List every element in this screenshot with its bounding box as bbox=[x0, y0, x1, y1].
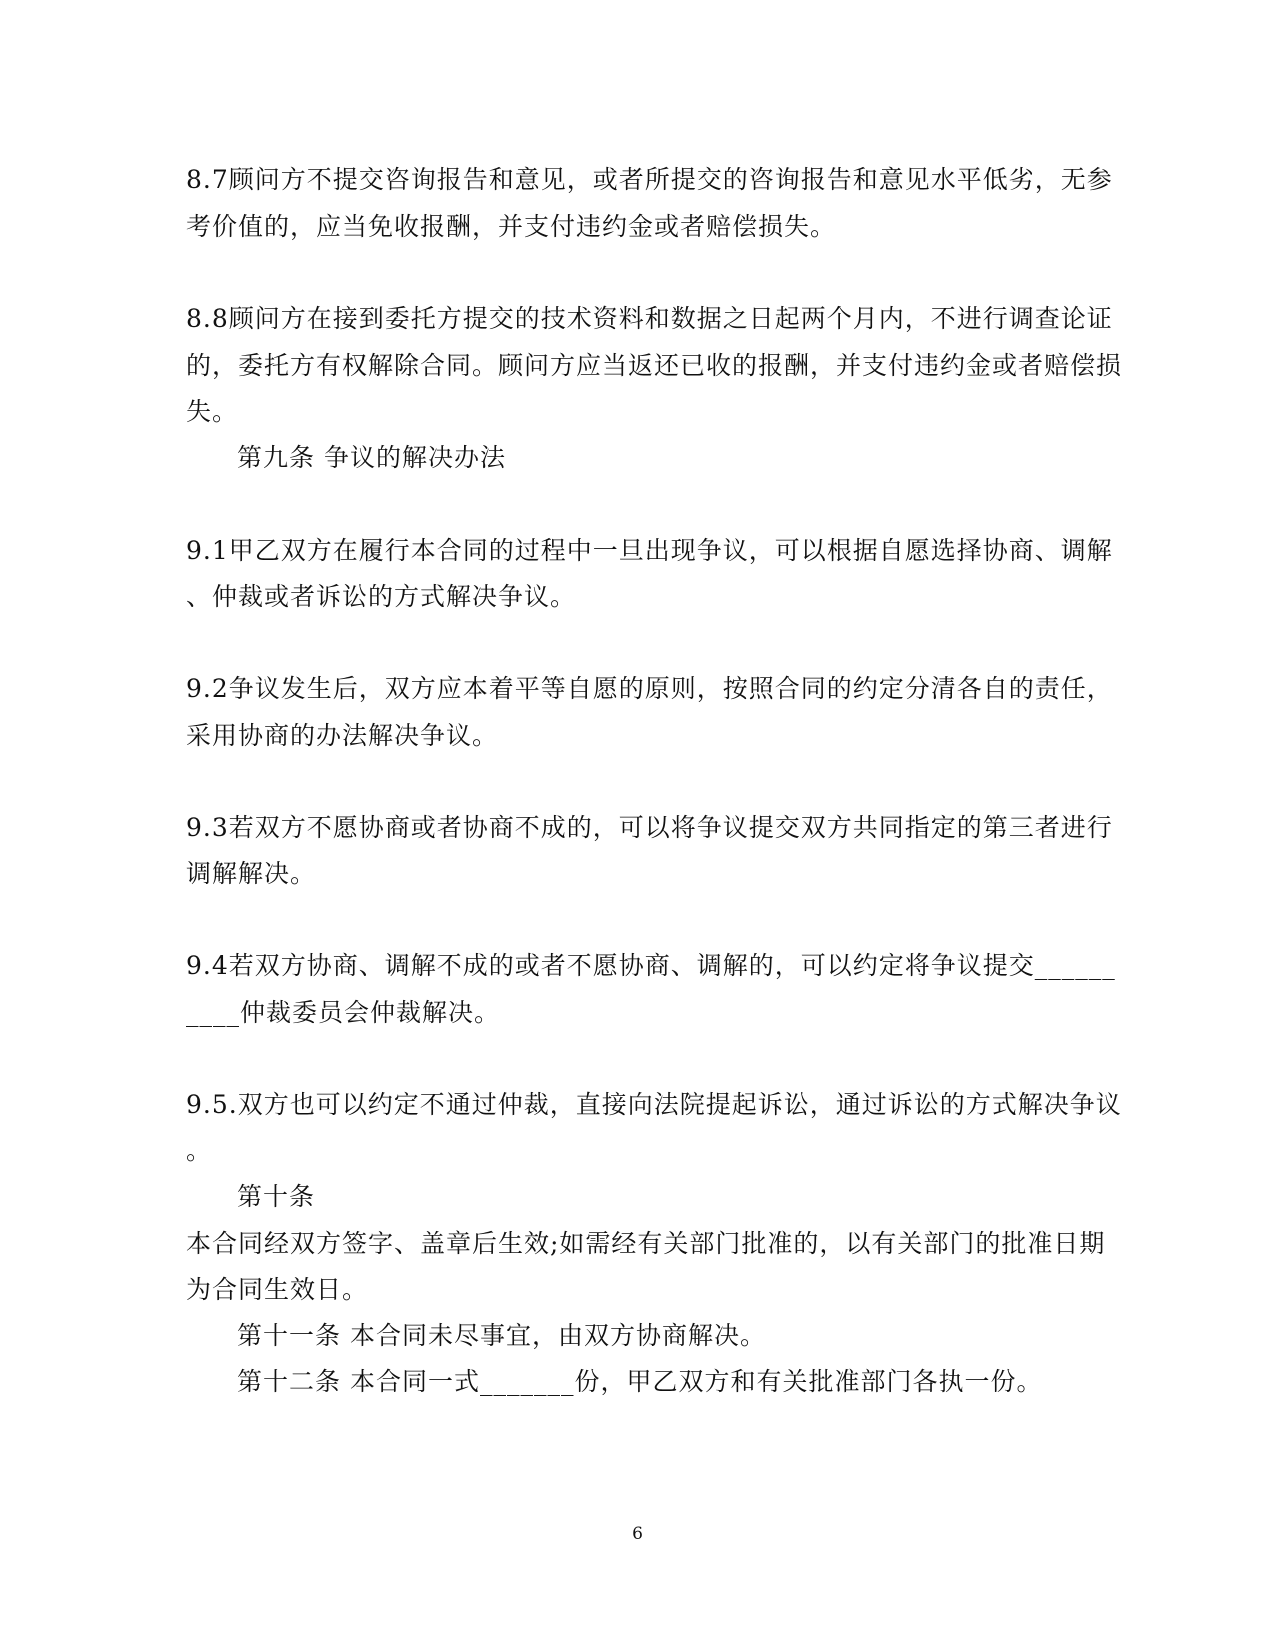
clause-9-5-line-2: 。 bbox=[186, 1136, 213, 1165]
clause-8-7-line-2: 考价值的，应当免收报酬，并支付违约金或者赔偿损失。 bbox=[186, 212, 837, 241]
clause-8-8-line-3: 失。 bbox=[186, 397, 239, 426]
clause-9-2-line-2: 采用协商的办法解决争议。 bbox=[186, 721, 499, 750]
clause-9-3-line-2: 调解解决。 bbox=[186, 859, 317, 888]
clause-9-3-line-1: 9.3若双方不愿协商或者协商不成的，可以将争议提交双方共同指定的第三者进行 bbox=[186, 813, 1113, 842]
clause-9-5-line-1: 9.5.双方也可以约定不通过仲裁，直接向法院提起诉讼，通过诉讼的方式解决争议 bbox=[186, 1090, 1122, 1119]
article-9-heading: 第九条 争议的解决办法 bbox=[237, 443, 506, 472]
clause-9-4-line-1: 9.4若双方协商、调解不成的或者不愿协商、调解的，可以约定将争议提交______ bbox=[186, 951, 1116, 980]
clause-8-8-line-1: 8.8顾问方在接到委托方提交的技术资料和数据之日起两个月内，不进行调查论证 bbox=[186, 304, 1113, 333]
article-11: 第十一条 本合同未尽事宜，由双方协商解决。 bbox=[237, 1321, 766, 1350]
clause-8-8-line-2: 的，委托方有权解除合同。顾问方应当返还已收的报酬，并支付违约金或者赔偿损 bbox=[186, 351, 1123, 380]
article-10-heading: 第十条 bbox=[237, 1182, 316, 1211]
page-number: 6 bbox=[632, 1524, 643, 1544]
article-10-line-2: 为合同生效日。 bbox=[186, 1275, 369, 1304]
article-12: 第十二条 本合同一式_______份，甲乙双方和有关批准部门各执一份。 bbox=[237, 1367, 1043, 1396]
clause-9-1-line-1: 9.1甲乙双方在履行本合同的过程中一旦出现争议，可以根据自愿选择协商、调解 bbox=[186, 536, 1113, 565]
article-10-line-1: 本合同经双方签字、盖章后生效;如需经有关部门批准的，以有关部门的批准日期 bbox=[186, 1229, 1106, 1258]
clause-9-2-line-1: 9.2争议发生后，双方应本着平等自愿的原则，按照合同的约定分清各自的责任， bbox=[186, 674, 1113, 703]
clause-8-7-line-1: 8.7顾问方不提交咨询报告和意见，或者所提交的咨询报告和意见水平低劣，无参 bbox=[186, 165, 1113, 194]
clause-9-4-line-2: ____仲裁委员会仲裁解决。 bbox=[186, 998, 501, 1027]
clause-9-1-line-2: 、仲裁或者诉讼的方式解决争议。 bbox=[186, 582, 577, 611]
